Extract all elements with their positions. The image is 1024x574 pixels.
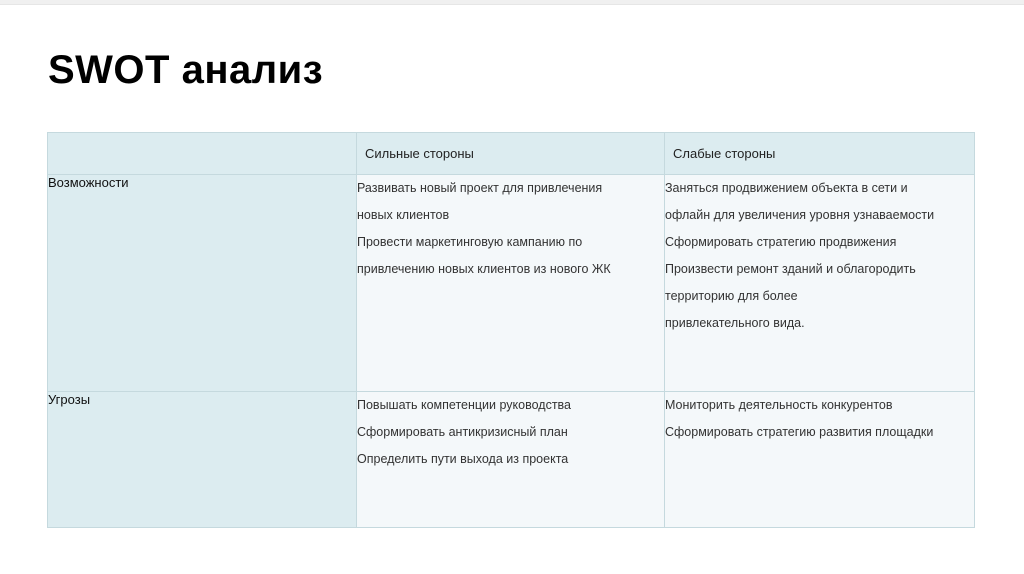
header-cell-weaknesses: Слабые стороны <box>665 133 975 175</box>
cell-line: Заняться продвижением объекта в сети и <box>665 181 908 195</box>
cell-line: Мониторить деятельность конкурентов <box>665 398 893 412</box>
cell-opportunities-strengths <box>357 175 665 392</box>
cell-line: Повышать компетенции руководства <box>357 398 571 412</box>
table-header-row <box>48 133 975 175</box>
cell-line: Сформировать стратегию продвижения <box>665 235 897 249</box>
cell-line: офлайн для увеличения уровня узнаваемости <box>665 208 935 222</box>
cell-line: Развивать новый проект для привлечения <box>357 181 603 195</box>
cell-line: Сформировать антикризисный план <box>357 425 568 439</box>
cell-opportunities-weaknesses <box>665 175 975 392</box>
header-cell-strengths: Сильные стороны <box>357 133 665 175</box>
slide-top-edge <box>0 0 1024 5</box>
cell-threats-strengths <box>357 392 665 528</box>
cell-line: привлекательного вида. <box>665 316 805 330</box>
slide-title: SWOT анализ <box>48 48 324 92</box>
cell-line: привлечению новых клиентов из нового ЖК <box>357 262 611 276</box>
cell-line: территорию для более <box>665 289 798 303</box>
cell-line: новых клиентов <box>357 208 450 222</box>
cell-line: Провести маркетинговую кампанию по <box>357 235 583 249</box>
table-row-threats <box>48 392 975 528</box>
header-cell-empty <box>48 133 357 175</box>
table-row-opportunities <box>48 175 975 392</box>
cell-line: Определить пути выхода из проекта <box>357 452 569 466</box>
row-label-threats: Угрозы <box>48 392 357 528</box>
cell-threats-weaknesses <box>665 392 975 528</box>
cell-line: Сформировать стратегию развития площадки <box>665 425 934 439</box>
swot-table <box>47 132 975 528</box>
row-label-opportunities: Возможности <box>48 175 357 392</box>
cell-line: Произвести ремонт зданий и облагородить <box>665 262 916 276</box>
